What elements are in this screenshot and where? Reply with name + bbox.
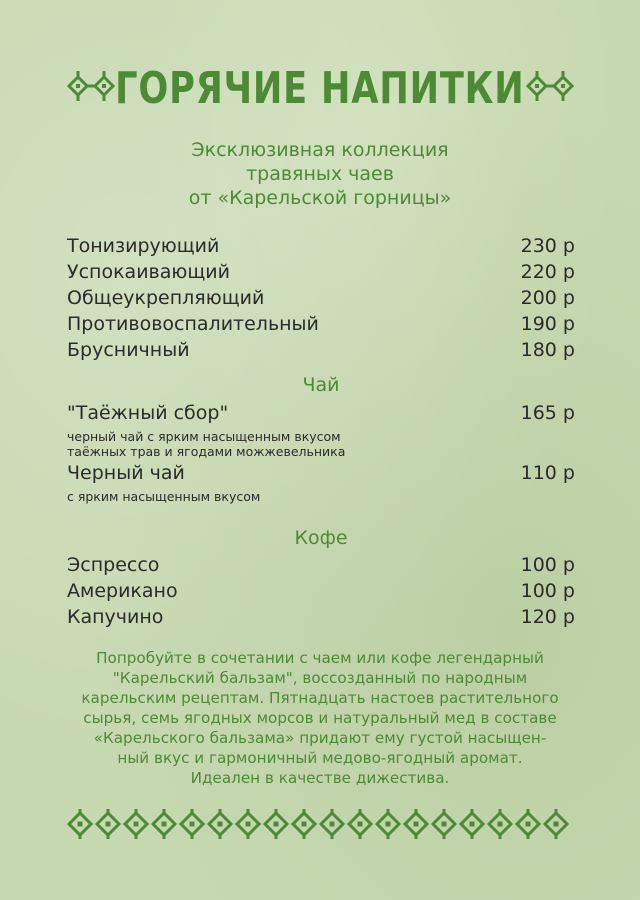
item-name: Американо bbox=[67, 580, 178, 602]
ornament-motif-icon bbox=[265, 809, 287, 839]
note-line: «Карельского бальзама» придают ему густой насыщен- bbox=[93, 729, 547, 747]
item-name: Черный чай bbox=[67, 462, 185, 484]
coffee-section bbox=[67, 525, 575, 630]
item-price: 220 р bbox=[520, 261, 575, 283]
menu-item bbox=[67, 552, 575, 578]
ornament-motif-icon bbox=[405, 809, 427, 839]
ornament-right-icon bbox=[525, 68, 575, 104]
ornament-motif-icon bbox=[433, 809, 455, 839]
ornament-motif-icon bbox=[97, 809, 119, 839]
description-line: с ярким насыщенным вкусом bbox=[67, 489, 261, 504]
note-line: "Карельский бальзам", воссозданный по народным bbox=[112, 669, 528, 687]
item-name: Капучино bbox=[67, 606, 164, 628]
ornament-motif-icon bbox=[125, 809, 147, 839]
subtitle bbox=[0, 138, 640, 210]
item-name: Общеукрепляющий bbox=[67, 287, 265, 309]
note-line: Попробуйте в сочетании с чаем или кофе легендарный bbox=[96, 649, 544, 667]
note-line: ный вкус и гармоничный медово-ягодный аромат. bbox=[117, 749, 523, 767]
description-line: черный чай с ярким насыщенным вкусом bbox=[67, 429, 341, 444]
description-line: таёжных трав и ягодами можжевельника bbox=[67, 444, 346, 459]
item-price: 100 р bbox=[520, 580, 575, 602]
ornament-motif-icon bbox=[517, 809, 539, 839]
item-price: 120 р bbox=[520, 606, 575, 628]
menu-item bbox=[67, 233, 575, 259]
note-line: карельским рецептам. Пятнадцать настоев растительного bbox=[81, 689, 559, 707]
item-price: 190 р bbox=[520, 313, 575, 335]
item-price: 230 р bbox=[520, 235, 575, 257]
section-title-coffee: Кофе bbox=[294, 527, 348, 549]
ornament-motif-icon bbox=[153, 809, 175, 839]
menu-item bbox=[67, 460, 575, 486]
ornament-motif-icon bbox=[349, 809, 371, 839]
ornament-motif-icon bbox=[545, 809, 567, 839]
item-name: Тонизирующий bbox=[67, 235, 220, 257]
section-title-tea: Чай bbox=[302, 374, 340, 396]
ornament-motif-icon bbox=[293, 809, 315, 839]
ornament-motif-icon bbox=[489, 809, 511, 839]
ornament-motif-icon bbox=[461, 809, 483, 839]
menu-item bbox=[67, 578, 575, 604]
item-price: 100 р bbox=[520, 554, 575, 576]
menu-item bbox=[67, 311, 575, 337]
note-line: сырья, семь ягодных морсов и натуральный мед в составе bbox=[83, 709, 557, 727]
item-name: Эспрессо bbox=[67, 554, 160, 576]
item-description bbox=[67, 429, 575, 459]
menu-item bbox=[67, 259, 575, 285]
subtitle-line: от «Карельской горницы» bbox=[188, 187, 452, 209]
ornament-motif-icon bbox=[181, 809, 203, 839]
page-title: ГОРЯЧИЕ НАПИТКИ bbox=[115, 62, 525, 114]
ornament-motif-icon bbox=[377, 809, 399, 839]
tea-section bbox=[67, 372, 575, 504]
ornament-border-icon bbox=[66, 808, 576, 840]
ornament-motif-icon bbox=[69, 809, 91, 839]
herbal-tea-list bbox=[67, 233, 575, 363]
menu-item bbox=[67, 337, 575, 363]
ornament-motif-icon bbox=[209, 809, 231, 839]
menu-item bbox=[67, 400, 575, 426]
item-description bbox=[67, 489, 575, 504]
ornament-motif-icon bbox=[237, 809, 259, 839]
menu-item bbox=[67, 285, 575, 311]
note-line: Идеален в качестве дижестива. bbox=[190, 769, 450, 787]
subtitle-line: травяных чаев bbox=[246, 163, 394, 185]
item-name: Брусничный bbox=[67, 339, 190, 361]
item-price: 110 р bbox=[520, 462, 575, 484]
menu-item bbox=[67, 604, 575, 630]
item-price: 180 р bbox=[520, 339, 575, 361]
ornament-motif-icon bbox=[321, 809, 343, 839]
item-price: 165 р bbox=[520, 402, 575, 424]
balsam-note bbox=[40, 648, 600, 788]
item-name: Успокаивающий bbox=[67, 261, 230, 283]
subtitle-line: Эксклюзивная коллекция bbox=[191, 139, 449, 161]
item-price: 200 р bbox=[520, 287, 575, 309]
item-name: Противовоспалительный bbox=[67, 313, 319, 335]
item-name: "Таёжный сбор" bbox=[67, 402, 229, 424]
